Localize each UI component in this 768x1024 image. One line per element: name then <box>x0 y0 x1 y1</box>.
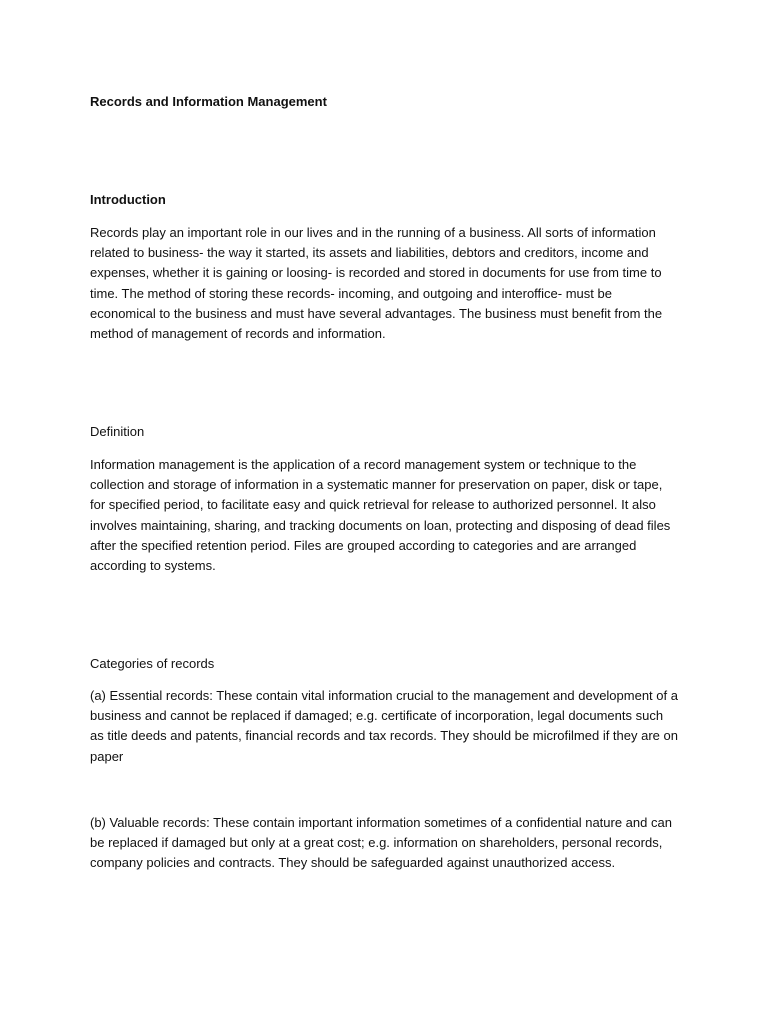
category-item-essential-records: (a) Essential records: These contain vital information crucial to the management and development of a business and cannot be replaced if damaged; e.g. certificate of incorporation, legal documents such as title deeds and patents, financial records and tax records. They should be microfilmed if they are on paper <box>90 688 678 764</box>
categories-heading: Categories of records <box>90 656 215 671</box>
introduction-heading: Introduction <box>90 192 166 207</box>
definition-heading: Definition <box>90 424 145 439</box>
definition-paragraph: Information management is the application of a record management system or technique to the collection and storage of information in a systematic manner for preservation on paper, disk or tape, for specified period, to facilitate easy and quick retrieval for release to authorized personnel. It also involves maintaining, sharing, and tracking documents on loan, protecting and disposing of dead files after the specified retention period. Files are grouped according to categories and are arranged according to systems. <box>90 457 671 574</box>
introduction-paragraph: Records play an important role in our lives and in the running of a business. All sorts of information related to business- the way it started, its assets and liabilities, debtors and creditors, income and expenses, whether it is gaining or loosing- is recorded and stored in documents for use from time to time. The method of storing these records- incoming, and outgoing and interoffice- must be economical to the business and must have several advantages. The business must benefit from the method of management of records and information. <box>90 225 663 342</box>
document-title: Records and Information Management <box>90 94 327 109</box>
category-item-valuable-records: (b) Valuable records: These contain important information sometimes of a confidential nature and can be replaced if damaged but only at a great cost; e.g. information on shareholders, personal records, company policies and contracts. They should be safeguarded against unauthorized access. <box>90 815 672 871</box>
